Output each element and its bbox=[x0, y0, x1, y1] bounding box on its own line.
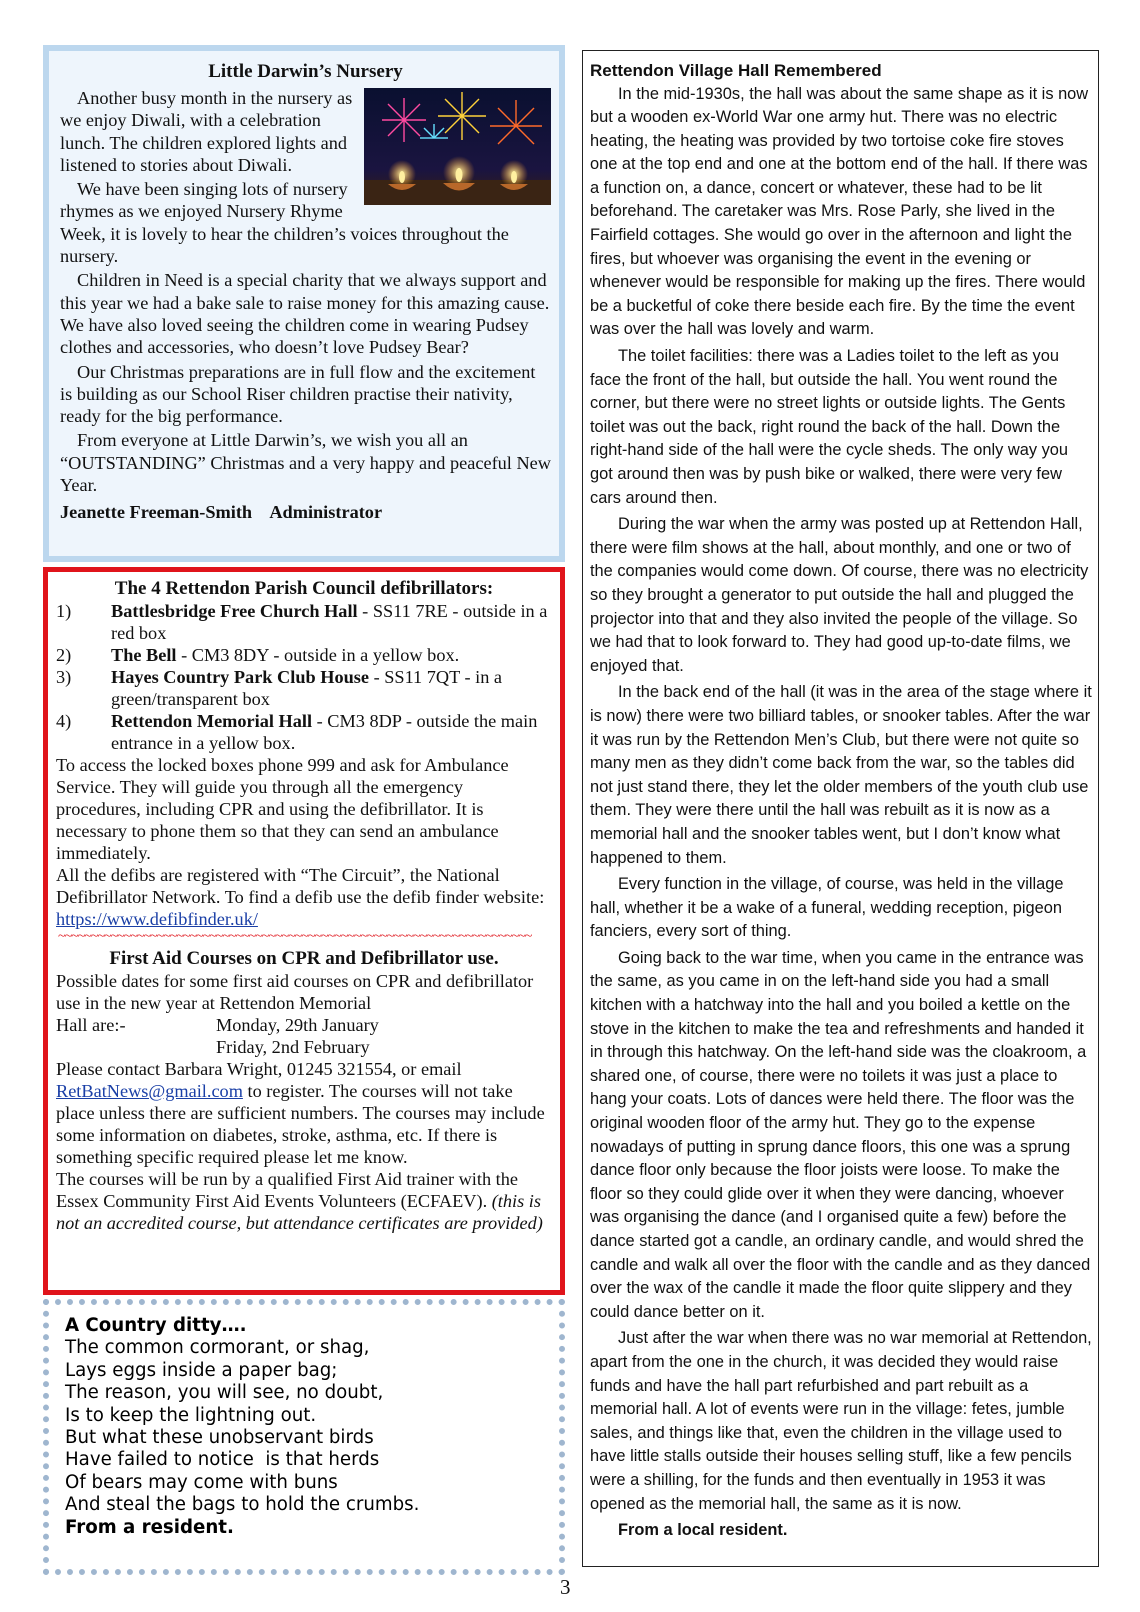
contact-post: to register. The courses will not take place unless there are sufficient numbers. The courses may include some information on diabetes, stroke, asthma, etc. If there is something specific required please let me know. bbox=[56, 1081, 545, 1167]
nursery-paragraph: Children in Need is a special charity that we always support and this year we had a bake sale to raise money for this amazing cause. We have also loved seeing the children come in wearing Pudsey clothes and accessories, who doesn’t love Pudsey Bear? bbox=[60, 270, 550, 358]
course-date-row bbox=[56, 1036, 552, 1058]
article-attribution: From a local resident. bbox=[618, 1521, 788, 1540]
contact-pre: Please contact Barbara Wright, 01245 321554, or email bbox=[56, 1059, 462, 1079]
defib-location: Hayes Country Park Club House bbox=[111, 667, 369, 687]
first-aid-intro: Possible dates for some first aid courses on CPR and defibrillator use in the new year at Rettendon Memorial bbox=[56, 971, 534, 1013]
list-number: 2) bbox=[56, 645, 72, 665]
nursery-signature: Jeanette Freeman-Smith Administrator bbox=[60, 502, 383, 523]
article-paragraph: In the mid-1930s, the hall was about the same shape as it is now but a wooden ex-World War one army hut. There was no electric heating, the heating was provided by two tortoise coke fire stoves one at the top end and one at the bottom end of the hall. If there was a function on, a dance, concert or whatever, these had to be lit beforehand. The caretaker was Mrs. Rose Parly, she lived in the Fairfield cottages. She would go over in the afternoon and light the fires, but whoever was organising the event in the evening or whenever would be responsible for making up the fires. There would be a bucketful of coke there beside each fire. By the time the event was over the hall was lovely and warm. bbox=[590, 84, 1089, 339]
trainer-text bbox=[56, 1168, 552, 1234]
course-date-row bbox=[56, 1014, 552, 1036]
poem-attribution: From a resident. bbox=[65, 1516, 234, 1538]
email-link[interactable]: RetBatNews@gmail.com bbox=[56, 1081, 243, 1101]
defib-list-item bbox=[56, 666, 552, 710]
defib-location-detail: - CM3 8DP - outside the main entrance in a yellow box. bbox=[111, 711, 538, 753]
poem-line: Of bears may come with buns bbox=[65, 1471, 338, 1493]
first-aid-heading: First Aid Courses on CPR and Defibrillator use. bbox=[109, 948, 499, 969]
contact-text bbox=[56, 1058, 552, 1168]
decorative-divider: ~~~~~~~~~~~~~~~~~~~~~~~~~~~~~~~~~~~~~~~~~~~~~~~~~~~~~~~~~~~~~~~~~~~~~~~~ bbox=[58, 930, 532, 944]
defibrillator-notice bbox=[43, 567, 565, 1295]
defib-location: The Bell bbox=[111, 645, 177, 665]
defib-access-text: To access the locked boxes phone 999 and ask for Ambulance Service. They will guide you through all the emergency procedures, including CPR and using the defibrillator. It is necessary to phone them so that they can send an ambulance immediately. bbox=[56, 755, 509, 863]
defib-registered-text bbox=[56, 864, 552, 930]
poem-title: A Country ditty…. bbox=[65, 1315, 247, 1336]
article-paragraph: The toilet facilities: there was a Ladies toilet to the left as you face the front of the hall, but outside the hall. You went round the corner, but there were no street lights or outside lights. The Gents toilet was out the back, right round the back of the hall. Down the right-hand side of the hall were the cycle sheds. The only way you got around then was by push bike or walked, there were very few cars around then. bbox=[590, 347, 1069, 507]
defib-location-detail: - CM3 8DY - outside in a yellow box. bbox=[176, 645, 460, 665]
defib-list-item bbox=[56, 644, 552, 666]
course-date: Friday, 2nd February bbox=[216, 1037, 370, 1057]
article-paragraph: Every function in the village, of course, was held in the village hall, whether it be a wake of a funeral, wedding reception, pigeon fanciers, every sort of thing. bbox=[590, 875, 1064, 941]
article-title: Rettendon Village Hall Remembered bbox=[590, 61, 882, 80]
defib-location: Rettendon Memorial Hall bbox=[111, 711, 313, 731]
nursery-paragraph: We have been singing lots of nursery rhymes as we enjoyed Nursery Rhyme Week, it is lovely to hear the children’s voices throughout the nursery. bbox=[60, 179, 509, 267]
list-number: 3) bbox=[56, 667, 72, 687]
country-ditty-poem bbox=[43, 1299, 565, 1575]
list-number: 1) bbox=[56, 601, 72, 621]
defib-heading: The 4 Rettendon Parish Council defibrillators: bbox=[114, 578, 494, 599]
nursery-title: Little Darwin’s Nursery bbox=[208, 61, 403, 82]
poem-line: Is to keep the lightning out. bbox=[65, 1404, 317, 1426]
defib-list-item bbox=[56, 710, 552, 754]
poem-line: And steal the bags to hold the crumbs. bbox=[65, 1494, 420, 1516]
registered-text: All the defibs are registered with “The Circuit”, the National Defibrillator Network. To find a defib use the defib finder website: bbox=[56, 865, 545, 907]
poem-line: But what these unobservant birds bbox=[65, 1427, 374, 1449]
poem-line: The common cormorant, or shag, bbox=[65, 1337, 370, 1359]
poem-line: Have failed to notice is that herds bbox=[65, 1449, 380, 1471]
defib-location-detail: - SS11 7RE - outside in a red box bbox=[111, 601, 548, 643]
defib-location: Battlesbridge Free Church Hall bbox=[111, 601, 358, 621]
village-hall-article bbox=[582, 50, 1099, 1567]
nursery-article bbox=[43, 45, 565, 562]
article-paragraph: During the war when the army was posted up at Rettendon Hall, there were film shows at the hall, about monthly, and one or two of the companies would come down. Of course, there was no electricity so they brought a generator to put outside the hall and plugged the projector into that and they also invited the people of the village. So we had that to look forward to. They had good up-to-date films, we enjoyed that. bbox=[590, 515, 1089, 675]
page-number: 3 bbox=[560, 1575, 571, 1599]
defib-list-item bbox=[56, 600, 552, 644]
poem-line: Lays eggs inside a paper bag; bbox=[65, 1359, 338, 1381]
trainer-body: The courses will be run by a qualified First Aid trainer with the Essex Community First Aid Events Volunteers (ECFAEV). bbox=[56, 1169, 519, 1211]
article-paragraph: Just after the war when there was no war memorial at Rettendon, apart from the one in the church, it was decided they would raise funds and have the hall part refurbished and part rebuilt as a memorial hall. A lot of events were run in the village: fetes, jumble sales, and things like that, even the children in the village used to have little stalls outside their houses selling stuff, like a few pencils were a shilling, for the funds and then eventually in 1953 it was opened as the memorial hall, the same as it is now. bbox=[590, 1329, 1092, 1513]
course-date: Monday, 29th January bbox=[216, 1015, 379, 1035]
hall-are-label: Hall are:- bbox=[56, 1015, 126, 1035]
nursery-paragraph: From everyone at Little Darwin’s, we wish you all an “OUTSTANDING” Christmas and a very happy and peaceful New Year. bbox=[60, 430, 551, 496]
poem-line: The reason, you will see, no doubt, bbox=[65, 1382, 384, 1404]
defib-finder-link[interactable]: https://www.defibfinder.uk/ bbox=[56, 909, 258, 929]
nursery-paragraph: Another busy month in the nursery as we enjoy Diwali, with a celebration lunch. The children explored lights and listened to stories about Diwali. bbox=[60, 88, 353, 175]
defib-location-detail: - SS11 7QT - in a green/transparent box bbox=[111, 667, 503, 709]
nursery-paragraph: Our Christmas preparations are in full flow and the excitement is building as our School Riser children practise their nativity, ready for the big performance. bbox=[60, 361, 536, 427]
list-number: 4) bbox=[56, 711, 72, 731]
article-paragraph: In the back end of the hall (it was in the area of the stage where it is now) there were two billiard tables, or snooker tables. After the war it was run by the Rettendon Men’s Club, but there were not quite so many men as they didn’t come back from the war, so the tables did not just stand there, they let the older members of the youth club use them. They were there until the hall was rebuilt as it is now as a memorial hall and the snooker tables went, but I don’t know what happened to them. bbox=[590, 683, 1092, 867]
diwali-fireworks-image bbox=[364, 88, 551, 205]
accreditation-note: (this is not an accredited course, but attendance certificates are provided) bbox=[56, 1191, 543, 1233]
article-paragraph: Going back to the war time, when you came in the entrance was the same, as you came in on the left-hand side you had a small kitchen with a hatchway into the hall and you boiled a kettle on the stove in the kitchen to make the tea and refreshments and handed it in through this hatchway. On the left-hand side was the cloakroom, a shared one, of course, there were no toilets it was just a place to hang your coats. Lots of dances were held there. The floor was the original wooden floor of the army hut. They go to the expense nowadays of putting in sprung dance floors, this one was a sprung dance floor only because the floor joists were loose. To make the floor so they could glide over it when they were dancing, whoever was organising the dance (and I organised quite a few) before the dance started got a candle, an ordinary candle, and would shred the candle and walk all over the floor with the candle and as they danced over the wax of the candle it made the floor quite slippery and they could dance better on it. bbox=[590, 948, 1091, 1321]
